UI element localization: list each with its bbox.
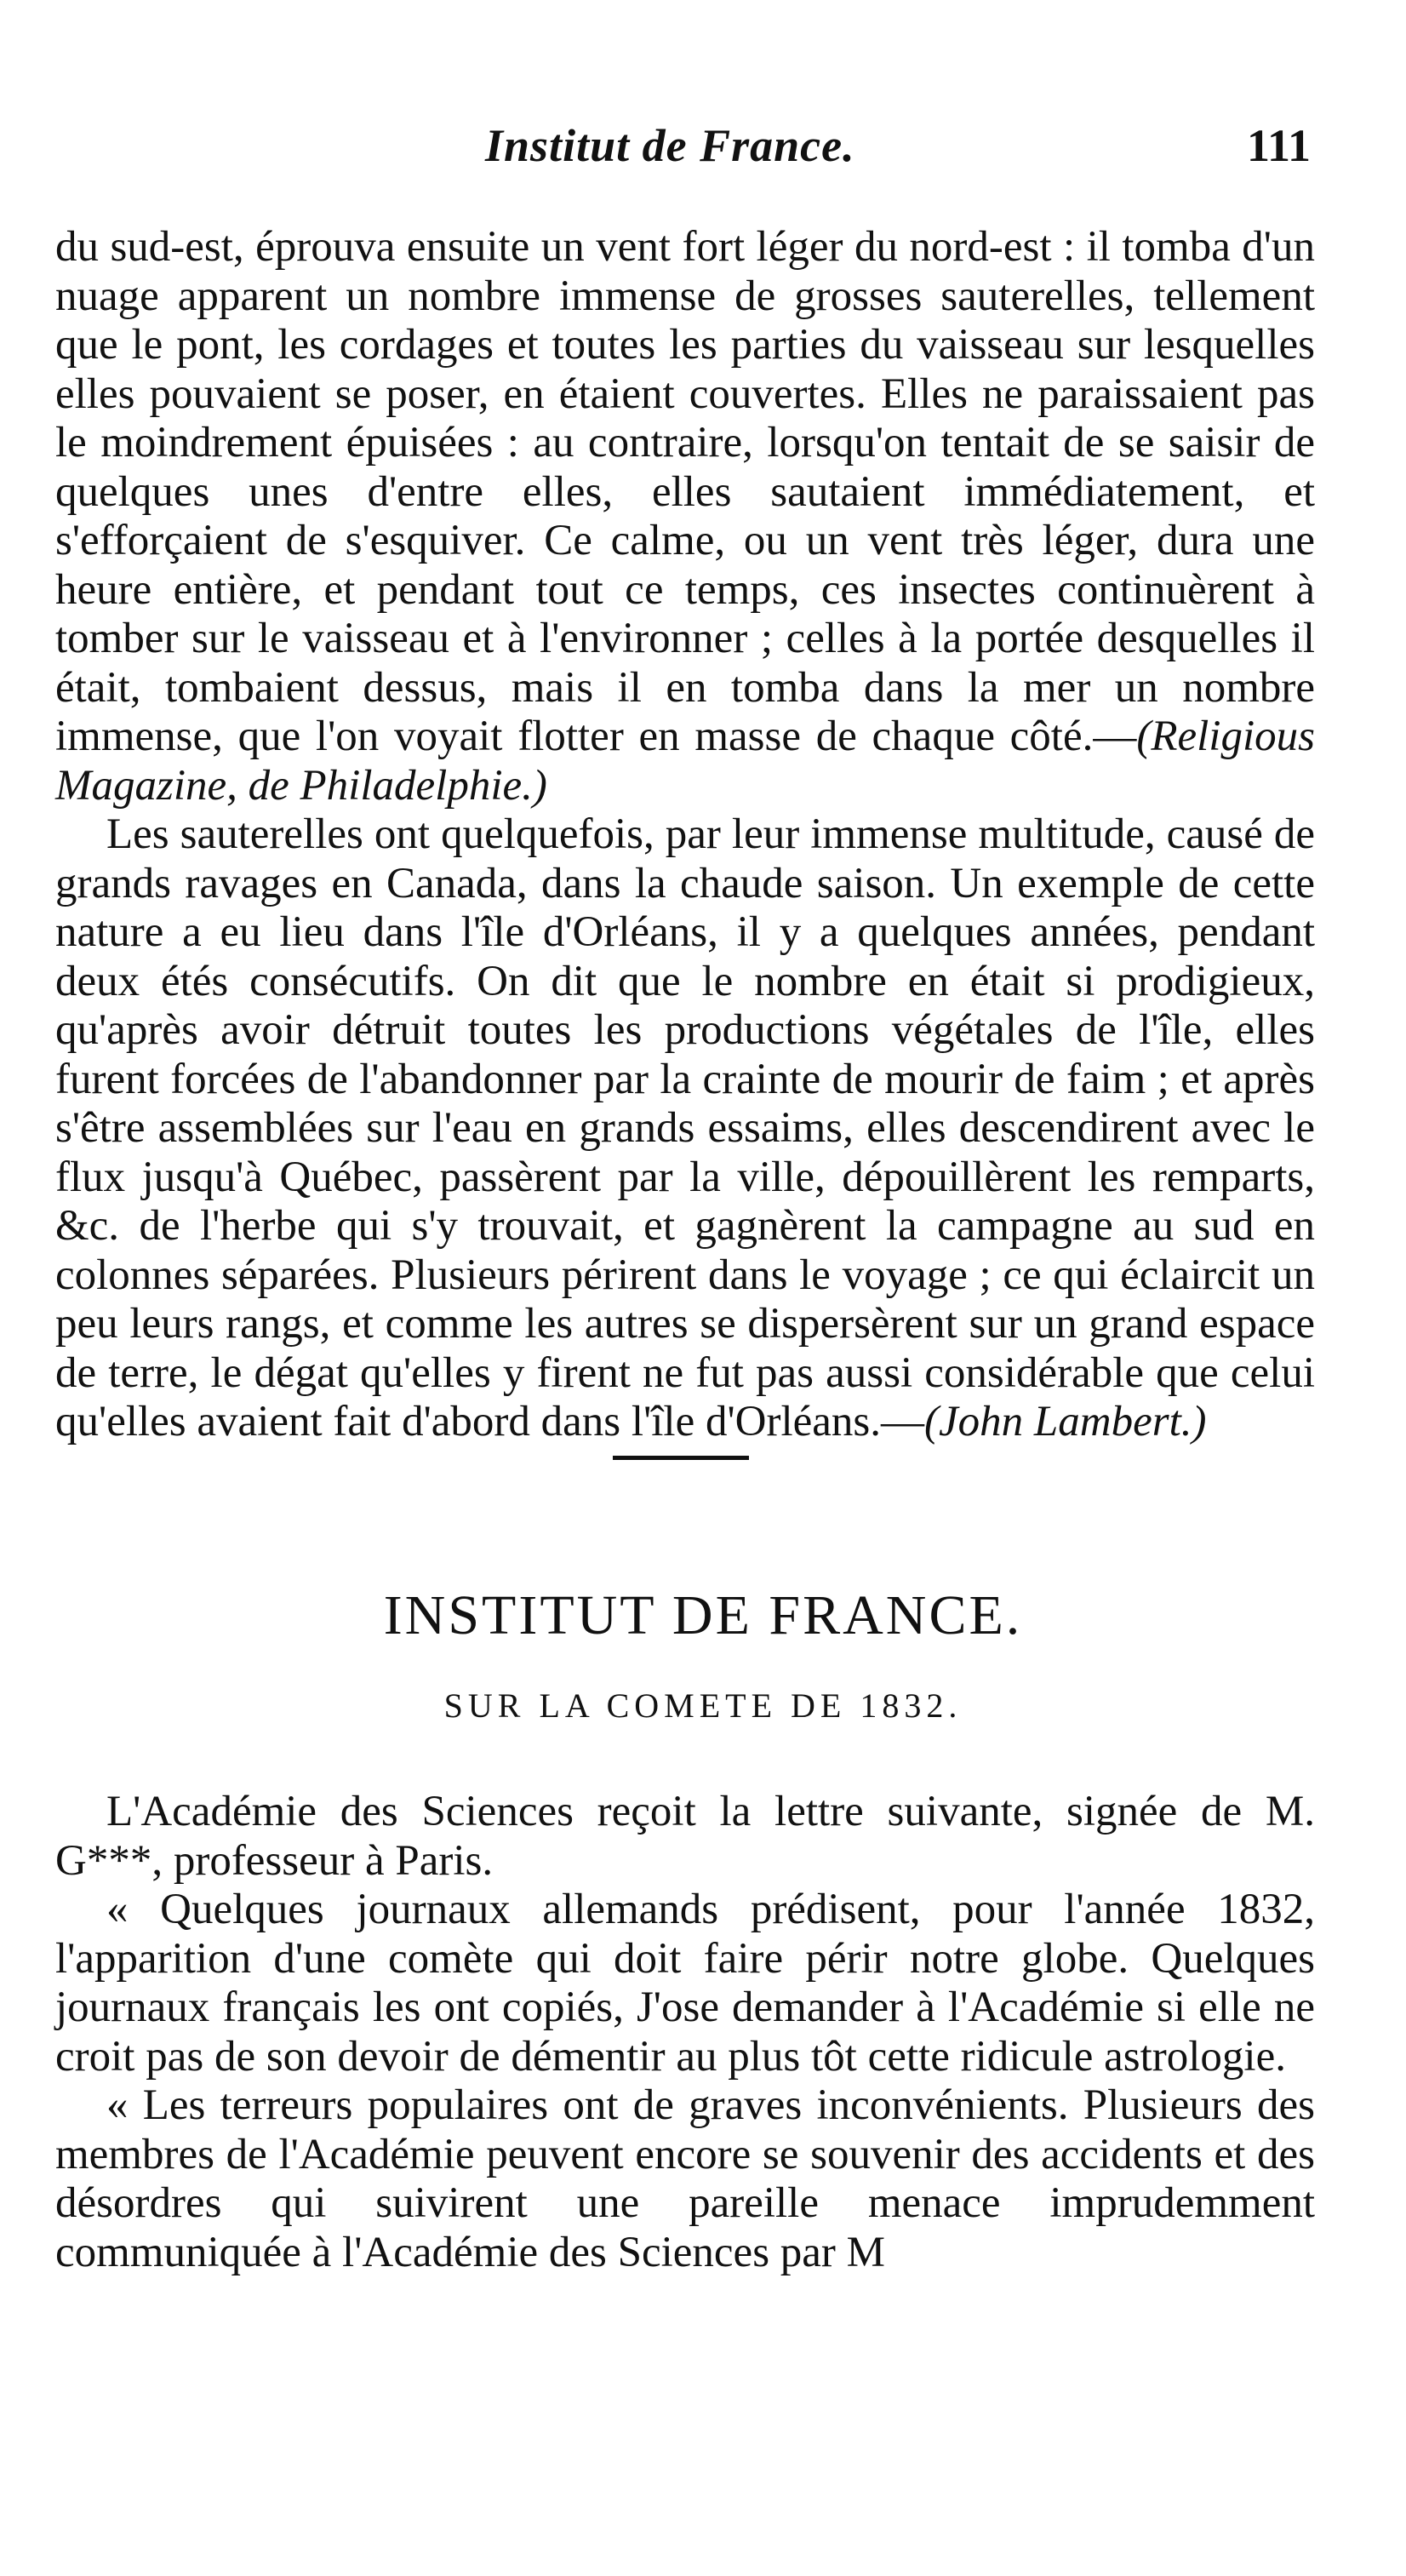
paragraph-continued: du sud-est, éprouva ensuite un vent fort léger du nord-est : il tomba d'un nuage apparent un nombre immense de grosses sauterelles, tellement que le pont, les cordages et toutes les parties du vaisseau sur lesquelles elles pouvaient se poser, en étaient couvertes. Elles ne paraissaient pas le moindrement épuisées : au contraire, lorsqu'on tentait de se saisir de quelques unes d'entre elles, elles sautaient immédiatement, et s'efforçaient de s'esquiver. Ce calme, ou un vent très léger, dura une heure entière, et pendant tout ce temps, ces insectes continuèrent à tomber sur le vaisseau et à l'environner ; celles à la portée desquelles il était, tombaient dessus, mais il en tomba dans la mer un nombre immense, que l'on voyait flotter en masse de chaque côté.—(Religious Magazine, de Philadelphie.): [55, 223, 1315, 810]
section-subtitle: SUR LA COMETE DE 1832.: [443, 1686, 963, 1725]
paragraph-terreurs: « Les terreurs populaires ont de graves inconvénients. Plusieurs des membres de l'Académie peuvent encore se souvenir des accidents et des désordres qui suivirent une pareille menace imprudemment communiquée à l'Académie des Sciences par M: [55, 2081, 1315, 2276]
section-divider: [613, 1456, 749, 1460]
paragraph-academie-letter: L'Académie des Sciences reçoit la lettre suivante, signée de M. G***, professeur à Paris.: [55, 1788, 1315, 1885]
citation-john-lambert: (John Lambert.): [924, 1398, 1207, 1445]
paragraph-journals: « Quelques journaux allemands prédisent, pour l'année 1832, l'apparition d'une comète qui doit faire périr notre globe. Quelques journaux français les ont copiés, J'ose demander à l'Académie si elle ne croit pas de son devoir de démentir au plus tôt cette ridicule astrologie.: [55, 1886, 1315, 2081]
citation-religious-magazine: (Religious Magazine, de Philadelphie.): [55, 713, 1315, 810]
comet-article: [55, 1788, 1315, 2277]
page-number: 111: [1246, 120, 1311, 171]
locust-article: [55, 223, 1315, 1447]
paragraph-canada-locusts: Les sauterelles ont quelquefois, par leur immense multitude, causé de grands ravages en Canada, dans la chaude saison. Un exemple de cette nature a eu lieu dans l'île d'Orléans, il y a quelques années, pendant deux étés consécutifs. On dit que le nombre en était si prodigieux, qu'après avoir détruit toutes les productions végétales de l'île, elles furent forcées de l'abandonner par la crainte de mourir de faim ; et après s'être assemblées sur l'eau en grands essaims, elles descendirent avec le flux jusqu'à Québec, passèrent par la ville, dépouillèrent les remparts, &c. de l'herbe qui s'y trouvait, et gagnèrent la campagne au sud en colonnes séparées. Plusieurs périrent dans le voyage ; ce qui éclaircit un peu leurs rangs, et comme les autres se dispersèrent sur un grand espace de terre, le dégat qu'elles y firent ne fut pas aussi considérable que celui qu'elles avaient fait d'abord dans l'île d'Orléans.—(John Lambert.): [55, 810, 1315, 1445]
section-title: INSTITUT DE FRANCE.: [383, 1584, 1023, 1646]
running-title: Institut de France.: [485, 120, 855, 171]
page-header: [60, 119, 1311, 187]
